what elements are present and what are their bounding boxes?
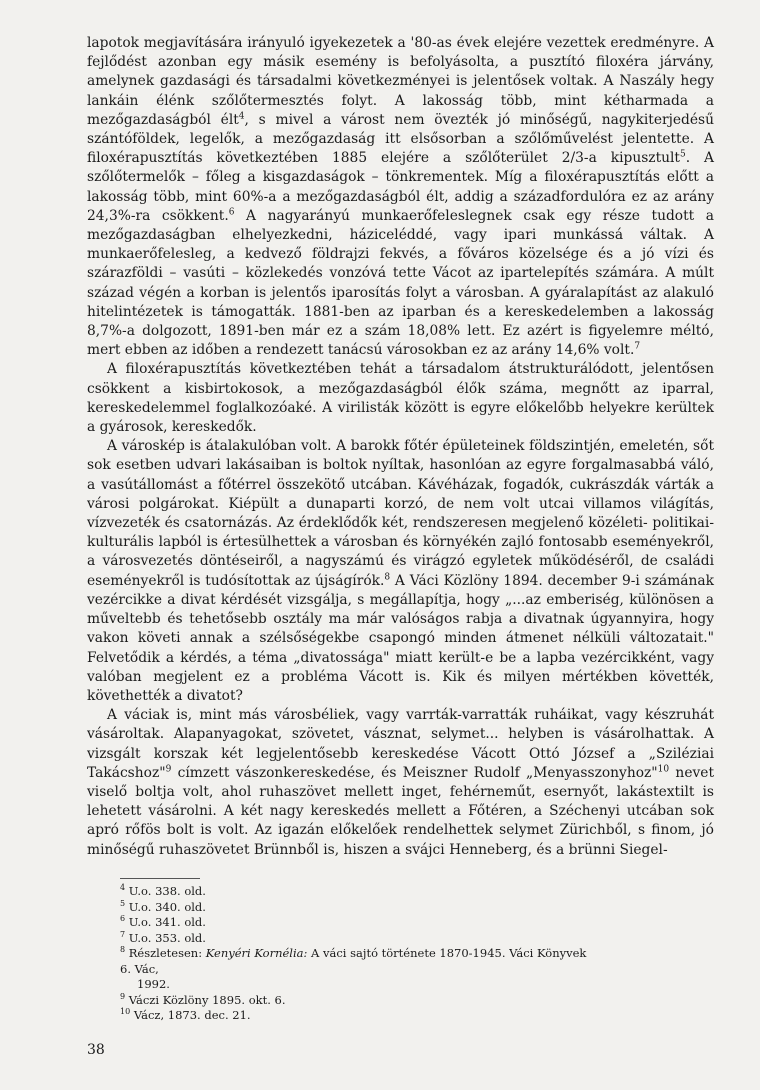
footnote bbox=[120, 931, 600, 947]
paragraph-text: nevet viselő boltja volt, ahol ruhaszövet mellett inget, fehérneműt, esernyőt, lakástextilt is lehetett vásárolni. A két nagy kereskedés mellett a Főtéren, a Széchenyi utcában sok apró rőfös bolt is volt. Az igazán előkelőek rendelhettek selymet Zürichből, s finom, jó minőségű ruhaszövetet Brünnből is, hiszen a svájci Henneberg, és a brünni Siegel- bbox=[87, 764, 714, 858]
footnote bbox=[120, 993, 600, 1009]
paragraph-text: A városkép is átalakulóban volt. A barokk főtér épületeinek földszintjén, emeletén, sőt sok esetben udvari lakásaiban is boltok nyíltak, hasonlóan az egyre forgalmasabbá váló, a vasútállomást a főtérrel összekötő utcában. Kávéházak, fogadók, cukrászdák várták a városi polgárokat. Kiépült a dunaparti korzó, de nem volt utcai villamos világítás, vízvezeték és csatornázás. Az érdeklődők két, rendszeresen megjelenő közéleti- politikai- kulturális lapból is értesülhettek a városban és környékén zajló fontosabb eseményekről, a városvezetés döntéseiről, a nagyszámú és virágzó egyletek működéséről, de családi eseményekről is tudósítottak az újságírók. bbox=[87, 438, 714, 589]
footnote-text: U.o. 338. old. bbox=[128, 884, 206, 898]
paragraph-text: A nagyarányú munkaerőfeleslegnek csak egy része tudott a mezőgazdaságban elhelyezkedni, háziceléddé, vagy ipari munkássá váltak. A munkaerőfelesleg, a kedvező földrajzi fekvés, a főváros közelsége és a jó vízi és szárazföldi – vasúti – közlekedés vonzóvá tette Vácot az ipartelepítés számára. A múlt század végén a korban is jelentős iparosítás folyt a városban. A gyáralapítást az alakuló hitelintézetek is támogatták. 1881-ben az iparban és a kereskedelemben a lakosság 8,7%-a dolgozott, 1891-ben már ez a szám 18,08% lett. Ez azért is figyelemre méltó, mert ebben az időben a rendezett tanácsú városokban ez az arány 14,6% volt. bbox=[87, 207, 715, 359]
footnote-number: 10 bbox=[120, 1007, 131, 1017]
footnote-author: Kenyéri Kornélia: bbox=[205, 946, 308, 960]
footnote-text: U.o. 353. old. bbox=[128, 930, 206, 945]
footnote-ref: 9 bbox=[165, 764, 172, 775]
footnote-ref: 8 bbox=[384, 572, 391, 583]
paragraph-text: címzett vászonkereskedése, és Meiszner Rudolf „Menyasszonyhoz" bbox=[171, 764, 658, 781]
page-number: 38 bbox=[87, 1042, 105, 1058]
footnote-number: 7 bbox=[120, 929, 126, 939]
footnote bbox=[120, 946, 600, 993]
footnote-text: Vácz, 1873. dec. 21. bbox=[133, 1008, 251, 1022]
footnote-ref: 4 bbox=[238, 111, 245, 122]
body-text bbox=[87, 34, 714, 860]
paragraph bbox=[87, 360, 714, 437]
footnote-text: Váczi Közlöny 1895. okt. 6. bbox=[128, 992, 286, 1007]
footnote bbox=[120, 900, 600, 916]
footnotes bbox=[120, 884, 600, 1024]
footnote-text: U.o. 340. old. bbox=[128, 899, 206, 914]
footnote bbox=[120, 884, 600, 900]
footnote-number: 6 bbox=[120, 914, 126, 924]
footnote-number: 4 bbox=[120, 883, 126, 893]
paragraph-text: . A szőlőtermelők – főleg a kisgazdaságok – tönkrementek. Míg a filoxérapusztítás előtt a lakosság több, mint 60%-a a mezőgazdaságból élt, addig a századfordulóra ez az arány 24,3%-ra csökkent. bbox=[87, 150, 714, 224]
footnote-separator bbox=[120, 878, 200, 879]
paragraph-text: A váciak is, mint más városbéliek, vagy varrták-varratták ruháikat, vagy készruhát vásároltak. Alapanyagokat, szövetet, vásznat, selymet... helyben is vásárolhattak. A vizsgált korszak két legjelentősebb kereskedése Vácott Ottó József a „Sziléziai Takácshoz" bbox=[87, 707, 714, 781]
paragraph bbox=[87, 34, 714, 360]
footnote-ref: 7 bbox=[634, 341, 641, 352]
footnote-text: 1992. bbox=[137, 977, 170, 991]
footnote bbox=[120, 1008, 600, 1024]
footnote-text: Részletesen: bbox=[128, 946, 206, 960]
footnote-number: 9 bbox=[120, 991, 126, 1001]
paragraph-text: A Váci Közlöny 1894. december 9-i számának vezércikke a divat kérdését vizsgálja, s megállapítja, hogy „...az emberiség, különösen a műveltebb és tehetősebb osztály ma már valóságos rabja a divatnak úgyannyira, hogy vakon követi annak a szélsőségekbe csapongó minden átmenet nélküli változatait." Felvetődik a kérdés, a téma „divatossága" miatt került-e be a lapba vezércikként, vagy valóban megjelent ez a probléma Vácott is. Kik és milyen mértékben követték, követhették a divatot? bbox=[87, 572, 715, 704]
footnote-text: U.o. 341. old. bbox=[128, 915, 206, 929]
footnote-text: A váci sajtó története 1870-1945. Váci Könyvek 6. Vác, bbox=[120, 946, 587, 976]
paragraph-text: lapotok megjavítására irányuló igyekezetek a '80-as évek elejére vezettek eredményre. A fejlődést azonban egy másik esemény is befolyásolta, a pusztító filoxéra járvány, amelynek gazdasági és társadalmi következményei is jelentősek voltak. A Naszály hegy lankáin élénk szőlőtermesztés folyt. A lakosság több, mint kétharmada a mezőgazdaságból élt bbox=[87, 35, 714, 128]
footnote bbox=[120, 915, 600, 931]
footnote-ref: 5 bbox=[679, 149, 686, 160]
footnote-ref: 6 bbox=[228, 207, 235, 218]
paragraph bbox=[87, 437, 714, 706]
footnote-number: 8 bbox=[120, 945, 126, 955]
footnote-number: 5 bbox=[120, 898, 126, 908]
footnote-ref: 10 bbox=[657, 764, 670, 775]
paragraph-text: , s mivel a várost nem övezték jó minőségű, nagykiterjedésű szántóföldek, legelők, a mezőgazdaság itt elsősorban a szőlőművelést jelentette. A filoxérapusztítás következtében 1885 elejére a szőlőterület 2/3-a kipusztult bbox=[87, 111, 715, 167]
paragraph-text: A filoxérapusztítás következtében tehát a társadalom átstrukturálódott, jelentősen csökkent a kisbirtokosok, a mezőgazdaságból élők száma, megnőtt az iparral, kereskedelemmel foglalkozóaké. A virilisták között is egyre előkelőbb helyekre kerültek a gyárosok, kereskedők. bbox=[87, 361, 714, 436]
paragraph bbox=[87, 706, 714, 860]
